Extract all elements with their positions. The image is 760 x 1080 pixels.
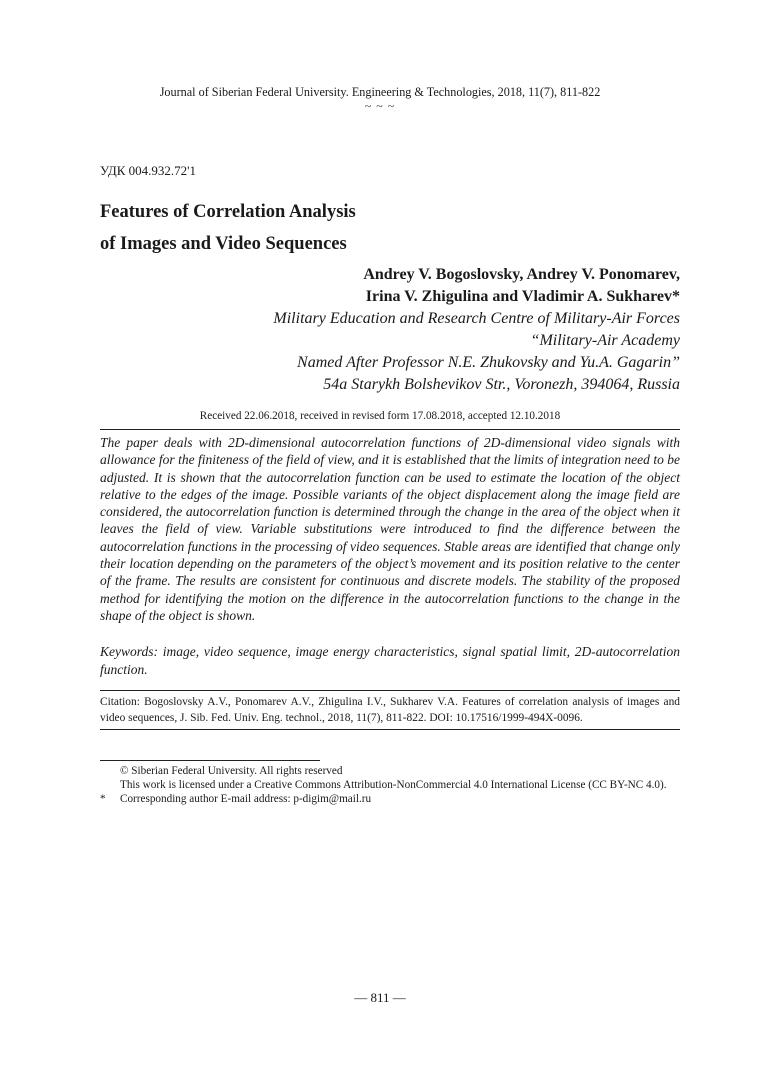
- citation: Citation: Bogoslovsky A.V., Ponomarev A.V., Zhigulina I.V., Sukharev V.A. Features of correlation analysis of images and video sequences, J. Sib. Fed. Univ. Eng. technol., 2018, 11(7), 811-822. DOI: 10.17516/1999-494X-0096.: [100, 696, 680, 724]
- paper-title: [100, 196, 356, 260]
- footnote-rule: [100, 760, 320, 761]
- corresponding-text: Corresponding author E-mail address: p-digim@mail.ru: [120, 793, 372, 805]
- abstract-top-rule: [100, 429, 680, 430]
- citation-top-rule: [100, 690, 680, 691]
- footnote-corresponding: [100, 792, 700, 806]
- authors: [363, 264, 680, 308]
- keywords: Keywords: image, video sequence, image energy characteristics, signal spatial limit, 2D-autocorrelation function.: [100, 644, 680, 677]
- authors-line-2: Irina V. Zhigulina and Vladimir A. Sukharev*: [365, 288, 680, 305]
- affiliation-line-2: “Military-Air Academy: [530, 332, 680, 349]
- license-text: This work is licensed under a Creative Commons Attribution-NonCommercial 4.0 International License (CC BY-NC 4.0).: [120, 779, 667, 791]
- affiliation-line-3: Named After Professor N.E. Zhukovsky and Yu.A. Gagarin”: [297, 354, 680, 371]
- asterisk-mark: *: [100, 793, 106, 805]
- title-line-1: Features of Correlation Analysis: [100, 202, 356, 222]
- header-ornament: ~ ~ ~: [364, 99, 396, 113]
- title-line-2: of Images and Video Sequences: [100, 234, 347, 254]
- affiliation-line-1: Military Education and Research Centre of Military-Air Forces: [273, 310, 680, 327]
- citation-bottom-rule: [100, 729, 680, 730]
- authors-line-1: Andrey V. Bogoslovsky, Andrey V. Ponomarev,: [363, 266, 680, 283]
- affiliation: [273, 308, 680, 396]
- page-number: — 811 —: [354, 990, 406, 1005]
- received-dates: Received 22.06.2018, received in revised form 17.08.2018, accepted 12.10.2018: [199, 410, 561, 422]
- journal-header: Journal of Siberian Federal University. Engineering & Technologies, 2018, 11(7), 811-822: [159, 85, 601, 99]
- copyright-text: © Siberian Federal University. All rights reserved: [120, 765, 343, 777]
- affiliation-line-4: 54a Starykh Bolshevikov Str., Voronezh, 394064, Russia: [323, 376, 680, 393]
- footnote-license: [100, 778, 700, 792]
- udk-code: УДК 004.932.72'1: [100, 163, 197, 178]
- abstract: The paper deals with 2D-dimensional autocorrelation functions of 2D-dimensional video signals with allowance for the finiteness of the field of view, and it is established that the limits of integration need to be adjusted. It is shown that the autocorrelation function can be used to estimate the location of the object relative to the edges of the image. Possible variants of the object displacement along the image field are considered, the autocorrelation function is determined through the change in the area of the object when it leaves the field of view. Variable substitutions were introduced to find the difference between the autocorrelation functions in the processing of video sequences. Stable areas are identified that change only their location depending on the parameters of the object’s movement and its position relative to the center of the frame. The results are consistent for continuous and discrete models. The stability of the proposed method for identifying the motion on the difference in the autocorrelation functions to the change in the shape of the object is shown.: [100, 435, 680, 623]
- footnote-copyright: [100, 764, 700, 778]
